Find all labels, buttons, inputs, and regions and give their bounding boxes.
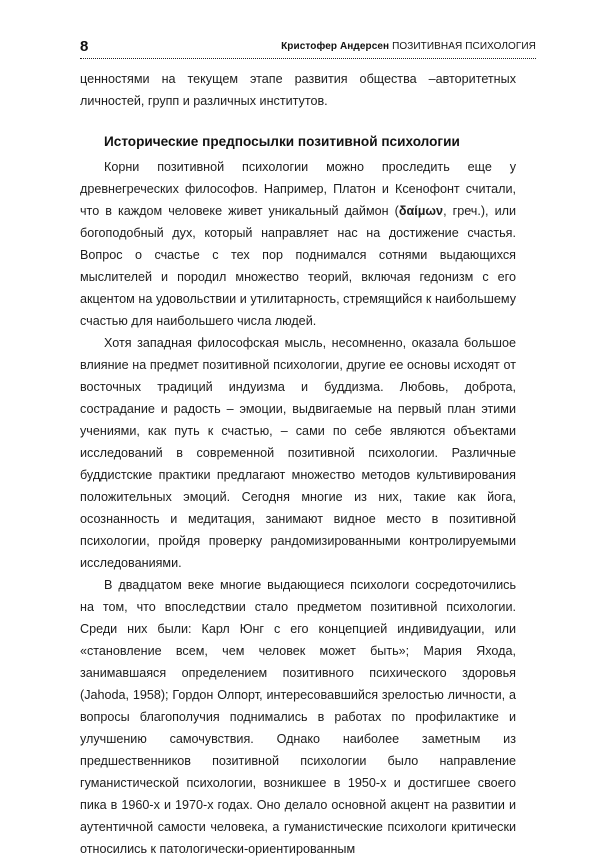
paragraph-1-end: , греч.), или богоподобный дух, который направляет нас на достижение счастья. Вопрос о счастье с тех пор поднимался сотнями выдающихся мыслителей и породил множество теорий, включая гедонизм с его акцентом на удовольствии и утилитарность, стремящийся к наибольшему счастью для наибольшего числа людей. [80,204,516,328]
page-number: 8 [80,38,89,55]
running-title [281,41,536,52]
header-rule [80,58,536,59]
author-name: Кристофер Андерсен [281,41,390,52]
paragraph-1 [80,156,516,332]
paragraph-1-start: Корни позитивной психологии можно проследить еще у древнегреческих философов. Например, Платон и Ксенофонт считали, что в каждом человеке живет уникальный даймон ( [80,160,516,218]
section-heading: Исторические предпосылки позитивной психологии [104,134,460,149]
paragraph-2: Хотя западная философская мысль, несомненно, оказала большое влияние на предмет позитивной психологии, другие ее основы исходят от восточных традиций индуизма и буддизма. Любовь, доброта, сострадание и радость – эмоции, выдвигаемые на первый план этими учениями, как путь к счастью, – сами по себе являются объектами исследований в современной позитивной психологии. Различные буддистские практики предлагают множество методов культивирования положительных эмоций. Сегодня многие из них, такие как йога, осознанность и медитация, занимают видное место в позитивной психологии, пройдя проверку рандомизированными контролируемыми исследованиями. [80,336,516,570]
greek-term: δαίμων [398,204,444,218]
continuation-paragraph: ценностями на текущем этапе развития общества –авторитетных личностей, групп и различных институтов. [80,72,516,108]
body-text [80,68,516,860]
paragraph-3: В двадцатом веке многие выдающиеся психологи сосредоточились на том, что впоследствии стало предметом позитивной психологии. Среди них были: Карл Юнг с его концепцией индивидуации, или «становление всем, чем человек может быть»; Мария Яхода, занимавшаяся определением позитивного психического здоровья (Jahoda, 1958); Гордон Олпорт, интересовавшийся зрелостью личности, а вопросы благополучия поднимались в работах по профилактике и улучшению самочувствия. Однако наиболее заметным из предшественников позитивной психологии было направление гуманистической психологии, возникшее в 1950-х и достигшее своего пика в 1960-х и 1970-х годах. Оно делало основной акцент на развитии и аутентичной самости человека, а гуманистические психологи критически относились к патологически-ориентированным [80,578,516,856]
running-header [80,34,536,56]
book-title: ПОЗИТИВНАЯ ПСИХОЛОГИЯ [392,41,536,52]
